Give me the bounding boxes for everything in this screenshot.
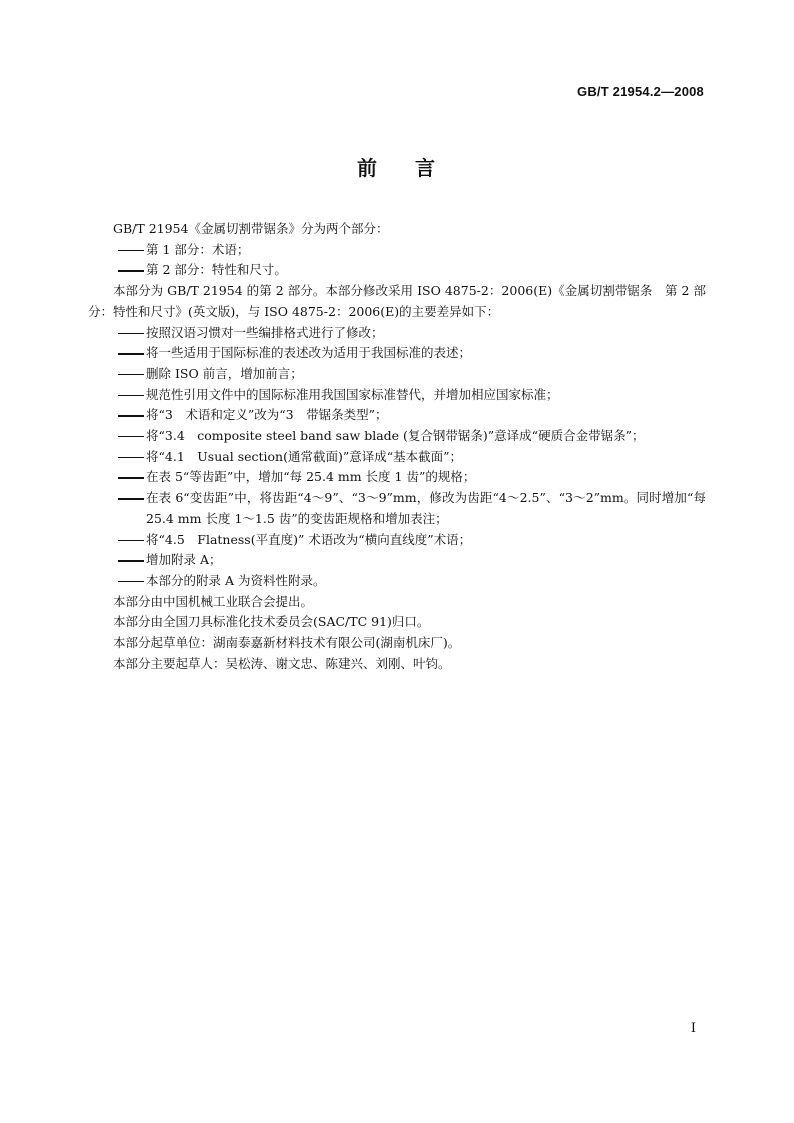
drafting-unit-paragraph: 本部分起草单位：湖南泰嘉新材料技术有限公司(湖南机床厂)。 bbox=[113, 635, 461, 651]
drafters-paragraph: 本部分主要起草人：吴松涛、谢文忠、陈建兴、刘刚、叶钧。 bbox=[113, 655, 451, 671]
foreword-body bbox=[88, 219, 706, 674]
list-item-diff2: 将一些适用于国际标准的表述改为适用于我国标准的表述； bbox=[146, 345, 472, 361]
intro-paragraph: GB/T 21954《金属切割带锯条》分为两个部分： bbox=[113, 221, 389, 236]
list-item-diff5: 将“3 术语和定义”改为“3 带锯条类型”； bbox=[146, 407, 388, 423]
list-item-diff3: 删除 ISO 前言，增加前言； bbox=[146, 365, 303, 381]
page-title bbox=[0, 152, 794, 181]
list-item-part2: 第 2 部分：特性和尺寸。 bbox=[146, 262, 287, 278]
list-item-diff7: 将“4.1 Usual section(通常截面)”意译成“基本截面”； bbox=[146, 448, 463, 464]
list-item-diff4: 规范性引用文件中的国际标准用我国国家标准替代，并增加相应国家标准； bbox=[146, 386, 559, 402]
list-item-diff1: 按照汉语习惯对一些编排格式进行了修改； bbox=[146, 324, 384, 340]
managed-by-paragraph: 本部分由全国刀具标准化技术委员会(SAC/TC 91)归口。 bbox=[113, 614, 430, 630]
adoption-paragraph: 本部分为 GB/T 21954 的第 2 部分。本部分修改采用 ISO 4875-2：2006(E)《金属切割带锯条 第 2 部分：特性和尺寸》(英文版)，与 ISO 4875-2：2006(E)的主要差异如下： bbox=[88, 283, 706, 319]
list-item-diff12: 本部分的附录 A 为资料性附录。 bbox=[146, 572, 326, 588]
list-item-part1: 第 1 部分：术语； bbox=[146, 241, 250, 257]
proposed-by-paragraph: 本部分由中国机械工业联合会提出。 bbox=[113, 593, 314, 609]
standard-code: GB/T 21954.2—2008 bbox=[577, 84, 704, 99]
title-char-1: 前 bbox=[357, 156, 379, 180]
list-item-diff8: 在表 5“等齿距”中，增加“每 25.4 mm 长度 1 齿”的规格； bbox=[146, 469, 476, 485]
list-item-diff9: 在表 6“变齿距”中，将齿距“4～9”、“3～9”mm，修改为齿距“4～2.5”、“3～2”mm。同时增加“每 25.4 mm 长度 1～1.5 齿”的变齿距规格和增加表注； bbox=[146, 490, 706, 526]
list-item-diff6: 将“3.4 composite steel band saw blade (复合钢带锯条)”意译成“硬质合金带锯条”； bbox=[146, 428, 645, 444]
title-char-2: 言 bbox=[415, 156, 437, 180]
page-number: I bbox=[690, 1021, 696, 1036]
list-item-diff10: 将“4.5 Flatness(平直度)” 术语改为“横向直线度”术语； bbox=[146, 531, 472, 547]
list-item-diff11: 增加附录 A； bbox=[146, 552, 222, 568]
